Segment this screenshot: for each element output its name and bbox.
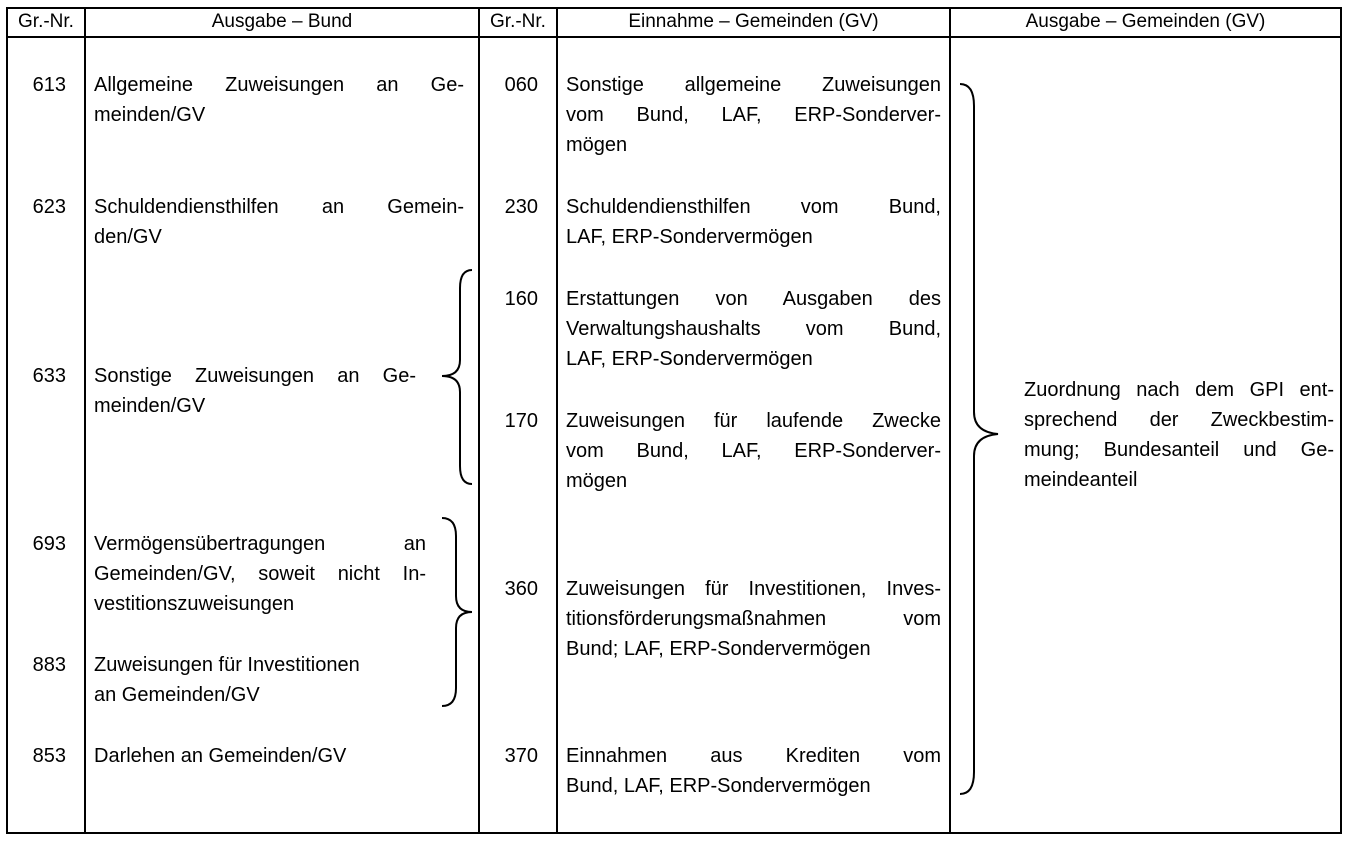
text-line: den/GV [94,226,162,248]
bund-text-693 [94,529,426,619]
col-divider-1 [84,7,86,834]
brace-693-883 [440,516,480,708]
text-line: Vermögensübertragungen an [94,533,426,555]
text-line: mung; Bundesanteil und Ge- [1024,439,1334,461]
col-divider-4 [949,7,951,834]
text-line: vom Bund, LAF, ERP-Sonderver- [566,440,941,462]
text-line: meindeanteil [1024,469,1138,491]
text-line: sprechend der Zweckbestim- [1024,409,1334,431]
text-line: Allgemeine Zuweisungen an Ge- [94,74,464,96]
gemeinden-nr-370: 370 [504,745,538,767]
text-line: Darlehen an Gemeinden/GV [94,745,347,767]
header-divider [6,36,1342,38]
text-line: Einnahmen aus Krediten vom [566,745,941,767]
bund-text-633 [94,361,416,421]
text-line: Verwaltungshaushalts vom Bund, [566,318,941,340]
text-line: Erstattungen von Ausgaben des [566,288,941,310]
text-line: Schuldendiensthilfen vom Bund, [566,196,941,218]
col-divider-2 [478,7,480,834]
text-line: Schuldendiensthilfen an Gemein- [94,196,464,218]
gemeinden-nr-060: 060 [504,74,538,96]
text-line: titionsförderungsmaßnahmen vom [566,608,941,630]
gemeinden-text-370 [566,741,941,801]
text-line: an Gemeinden/GV [94,684,260,706]
bund-text-883 [94,650,424,710]
text-line: Bund; LAF, ERP-Sondervermögen [566,638,871,660]
text-line: vestitionszuweisungen [94,593,295,615]
gemeinden-nr-160: 160 [504,288,538,310]
bund-nr-623: 623 [32,196,66,218]
gemeinden-text-230 [566,192,941,252]
header-gr-nr-bund: Gr.-Nr. [18,11,74,32]
text-line: Zuordnung nach dem GPI ent- [1024,379,1334,401]
text-line: meinden/GV [94,395,206,417]
bund-text-613 [94,70,464,130]
bund-nr-853: 853 [32,745,66,767]
text-line: Zuweisungen für Investitionen [94,654,360,676]
header-einnahme-gemeinden: Einnahme – Gemeinden (GV) [628,11,879,32]
header-ausgabe-bund: Ausgabe – Bund [211,11,353,32]
header-ausgabe-gemeinden: Ausgabe – Gemeinden (GV) [1025,11,1266,32]
text-line: Gemeinden/GV, soweit nicht In- [94,563,426,585]
brace-ausgabe-gemeinden [958,82,1018,796]
text-line: LAF, ERP-Sondervermögen [566,348,813,370]
col-divider-3 [556,7,558,834]
text-line: mögen [566,470,628,492]
brace-633 [436,268,476,486]
gemeinden-text-360 [566,574,941,664]
gemeinden-nr-170: 170 [504,410,538,432]
text-line: LAF, ERP-Sondervermögen [566,226,813,248]
text-line: meinden/GV [94,104,206,126]
text-line: Zuweisungen für Investitionen, Inves- [566,578,941,600]
text-line: Sonstige Zuweisungen an Ge- [94,365,416,387]
gemeinden-text-170 [566,406,941,496]
ausgabe-gemeinden-text [1024,375,1334,495]
gemeinden-text-160 [566,284,941,374]
gemeinden-nr-360: 360 [504,578,538,600]
bund-text-853 [94,741,424,771]
text-line: vom Bund, LAF, ERP-Sonderver- [566,104,941,126]
bund-text-623 [94,192,464,252]
bund-nr-613: 613 [32,74,66,96]
text-line: mögen [566,134,628,156]
text-line: Zuweisungen für laufende Zwecke [566,410,941,432]
bund-nr-633: 633 [32,365,66,387]
bund-nr-693: 693 [32,533,66,555]
text-line: Bund, LAF, ERP-Sondervermögen [566,775,871,797]
text-line: Sonstige allgemeine Zuweisungen [566,74,941,96]
header-gr-nr-gemeinden: Gr.-Nr. [490,11,546,32]
bund-nr-883: 883 [32,654,66,676]
gemeinden-nr-230: 230 [504,196,538,218]
gemeinden-text-060 [566,70,941,160]
